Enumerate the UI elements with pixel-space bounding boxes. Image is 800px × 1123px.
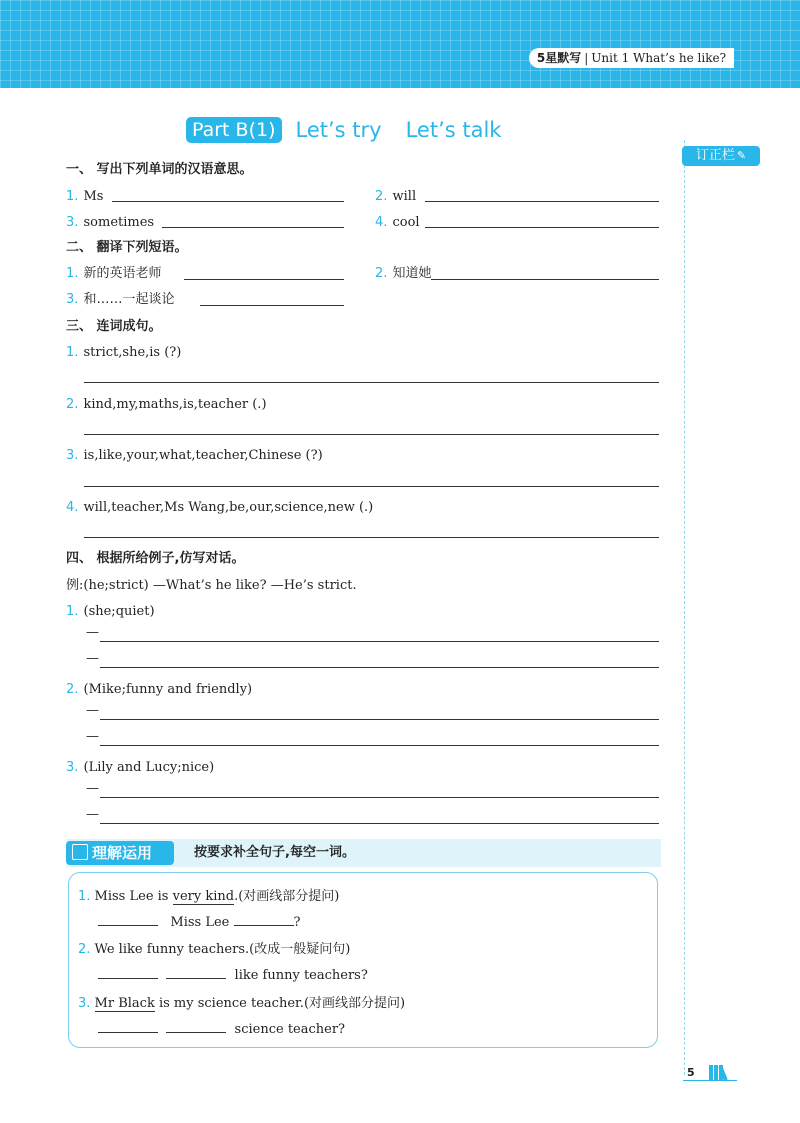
item-phrase: 和……一起谈论 [83,292,175,307]
sec1-item2 [375,185,416,204]
unit-title: Unit 1 What’s he like? [591,51,726,65]
item-prompt: (she;quiet) [83,604,155,619]
sec4-item2 [66,678,252,697]
sec1-item3 [66,211,154,230]
correction-column-divider [684,140,685,1075]
app-q1-answer [98,912,301,930]
page-number: 5 [687,1066,695,1079]
answer-line[interactable] [100,641,659,642]
header-band [0,0,800,88]
item-number: 1. [66,266,79,281]
sec3-item1 [66,341,181,360]
header-separator: | [584,51,589,65]
q1-text: Miss Lee is [94,889,173,904]
item-number: 2. [78,942,91,957]
item-phrase: 知道她 [392,266,432,281]
application-tag [66,841,174,865]
item-words: will,teacher,Ms Wang,be,our,science,new (.) [83,500,374,515]
example-line: 例:(he;strict) —What’s he like? —He’s strict. [66,578,357,593]
section4-heading: 四、 根据所给例子,仿写对话。 [66,551,245,566]
item-number: 3. [78,996,91,1011]
blank[interactable] [234,912,294,926]
answer-line[interactable] [84,537,659,538]
brand-label: 5星默写 [536,51,582,65]
item-number: 1. [66,604,79,619]
dialogue-dash: — [86,781,99,796]
app-q3 [78,992,405,1011]
answer-line[interactable] [112,201,344,202]
item-word: will [392,189,417,204]
blank[interactable] [98,912,158,926]
sec4-item3 [66,756,214,775]
item-number: 1. [66,189,79,204]
answer-line[interactable] [100,719,659,720]
answer-line[interactable] [84,382,659,383]
sec3-item2 [66,393,267,412]
blank[interactable] [166,965,226,979]
item-number: 3. [66,292,79,307]
answer-line[interactable] [425,201,659,202]
dialogue-dash: — [86,625,99,640]
q1-fill-text: Miss Lee [170,915,230,930]
q3-text: is my science teacher.(对画线部分提问) [154,996,406,1011]
item-number: 2. [66,682,79,697]
section2-heading: 二、 翻译下列短语。 [66,240,188,255]
correction-badge [682,146,760,166]
item-number: 1. [78,889,91,904]
app-q2 [78,938,350,957]
application-tag-label: 理解运用 [92,844,153,862]
answer-line[interactable] [162,227,344,228]
answer-line[interactable] [184,279,344,280]
title-lets-talk: Let’s talk [405,118,502,142]
sec2-item1 [66,262,162,281]
answer-line[interactable] [200,305,344,306]
item-word: sometimes [83,215,155,230]
item-number: 3. [66,760,79,775]
q2-text: We like funny teachers.(改成一般疑问句) [94,942,351,957]
section1-heading: 一、 写出下列单词的汉语意思。 [66,162,253,177]
item-number: 3. [66,448,79,463]
dialogue-dash: — [86,729,99,744]
item-number: 4. [375,215,388,230]
application-instruction: 按要求补全句子,每空一词。 [194,845,355,860]
pencil-icon: ✎ [736,149,747,162]
item-number: 2. [66,397,79,412]
dialogue-dash: — [86,651,99,666]
notepad-icon [72,844,88,860]
header-label [529,48,734,68]
answer-line[interactable] [84,434,659,435]
answer-line[interactable] [431,279,659,280]
q2-fill-text: like funny teachers? [234,968,368,983]
item-number: 3. [66,215,79,230]
blank[interactable] [166,1019,226,1033]
answer-line[interactable] [100,667,659,668]
sec3-item4 [66,496,373,515]
item-words: strict,she,is (?) [83,345,182,360]
sec2-item2 [375,262,432,281]
page-title [186,116,501,144]
answer-line[interactable] [425,227,659,228]
item-words: is,like,your,what,teacher,Chinese (?) [83,448,323,463]
item-word: Ms [83,189,104,204]
answer-line[interactable] [84,486,659,487]
sec3-item3 [66,444,323,463]
answer-line[interactable] [100,797,659,798]
item-number: 4. [66,500,79,515]
books-icon [709,1062,729,1081]
page-number-underline [683,1080,737,1081]
answer-line[interactable] [100,745,659,746]
q1-instruction: .(对画线部分提问) [234,889,340,904]
section3-heading: 三、 连词成句。 [66,319,162,334]
q1-fill-end: ? [293,915,301,930]
dialogue-dash: — [86,807,99,822]
item-prompt: (Mike;funny and friendly) [83,682,253,697]
dialogue-dash: — [86,703,99,718]
correction-label: 订正栏 [695,148,735,163]
sec1-item4 [375,211,420,230]
sec4-item1 [66,600,155,619]
item-word: cool [392,215,420,230]
q1-underlined: very kind [172,889,235,904]
q3-underlined: Mr Black [94,996,155,1011]
item-number: 2. [375,189,388,204]
app-q1 [78,885,339,904]
app-q2-answer [98,965,368,983]
title-lets-try: Let’s try [295,118,382,142]
application-bar [66,839,661,867]
answer-line[interactable] [100,823,659,824]
blank[interactable] [98,965,158,979]
q3-fill-text: science teacher? [234,1022,346,1037]
blank[interactable] [98,1019,158,1033]
item-phrase: 新的英语老师 [83,266,162,281]
part-badge: Part B(1) [186,117,282,143]
item-number: 2. [375,266,388,281]
app-q3-answer [98,1019,345,1037]
item-words: kind,my,maths,is,teacher (.) [83,397,267,412]
sec2-item3 [66,288,175,307]
sec1-item1 [66,185,103,204]
item-number: 1. [66,345,79,360]
item-prompt: (Lily and Lucy;nice) [83,760,215,775]
